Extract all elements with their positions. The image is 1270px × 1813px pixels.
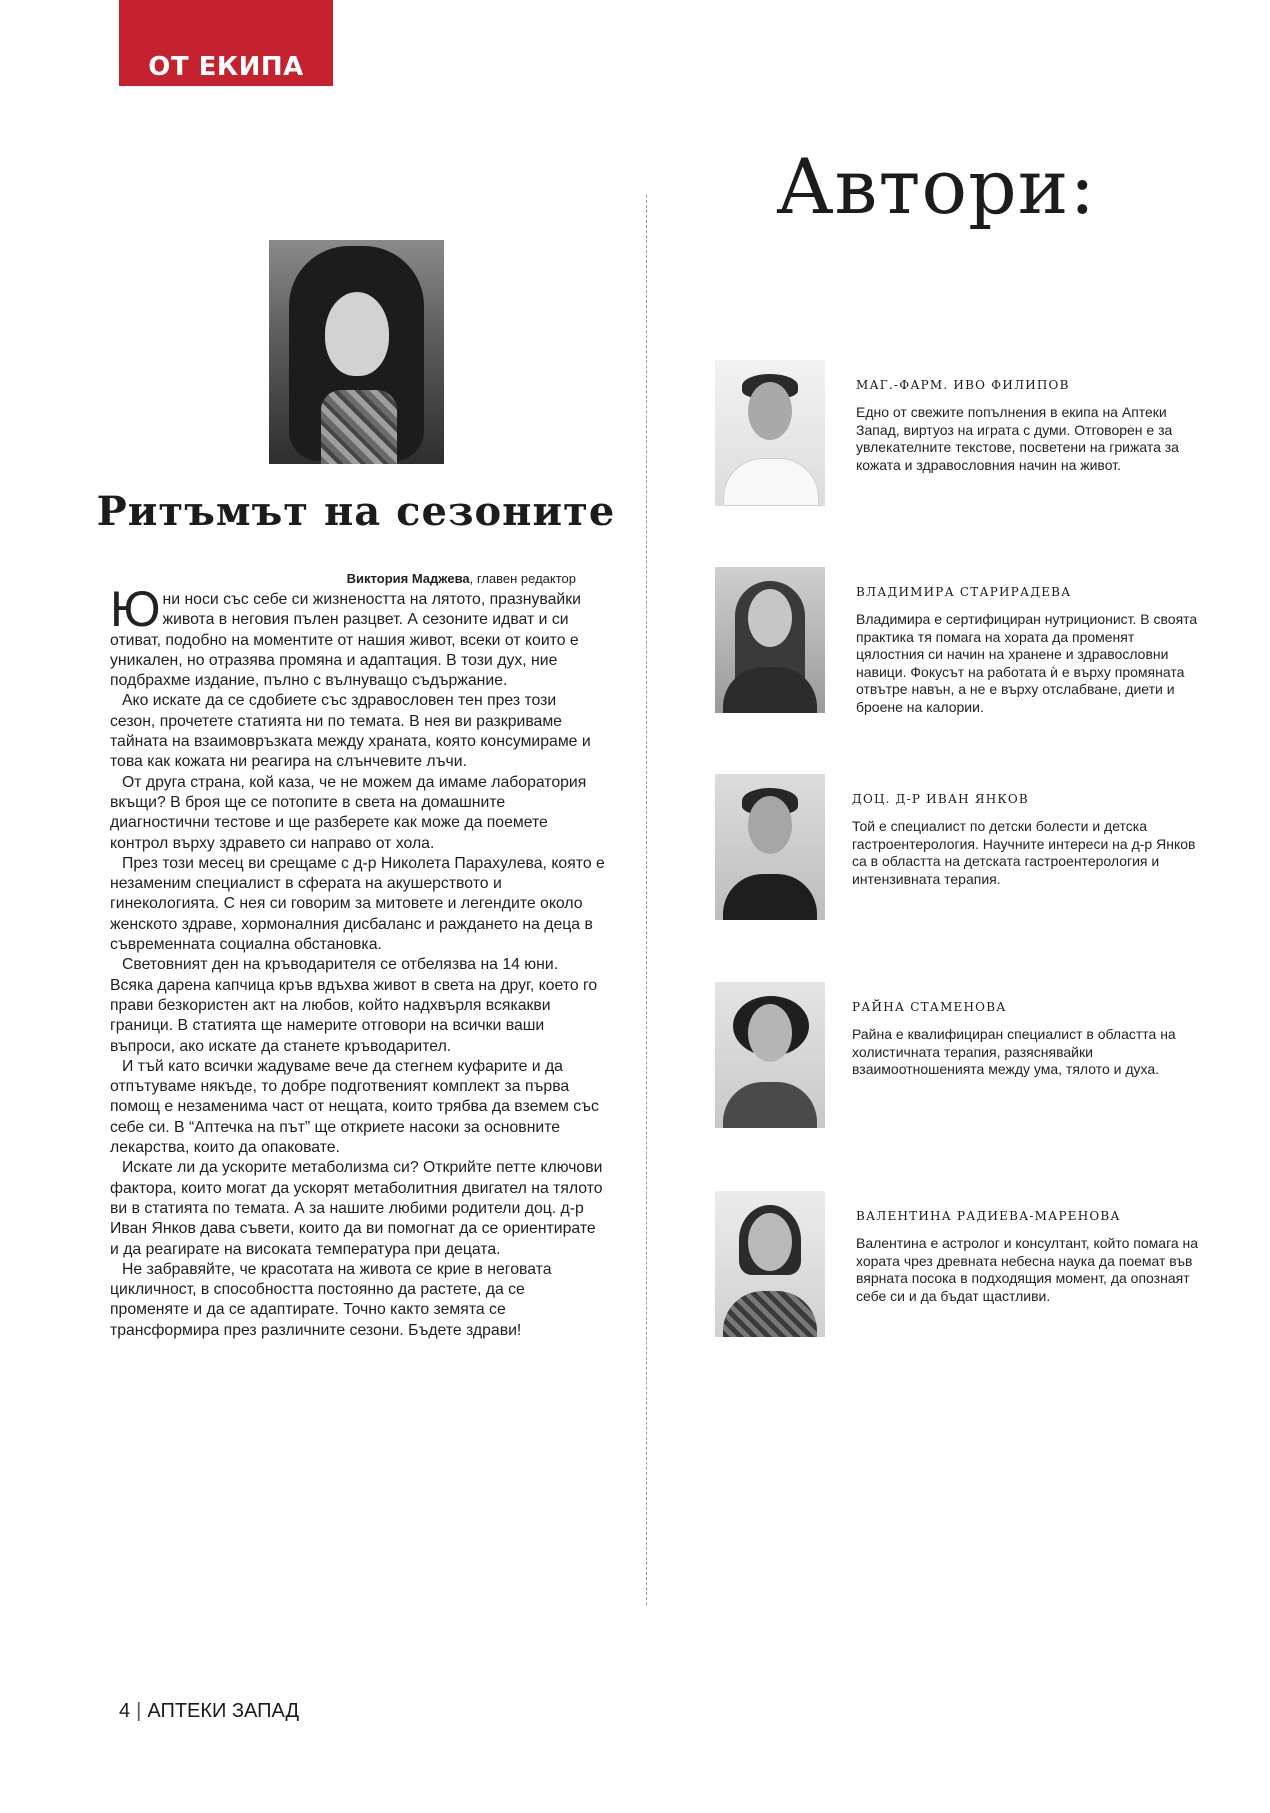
author-portrait	[715, 774, 825, 920]
author-portrait	[715, 1191, 825, 1337]
column-divider	[646, 195, 647, 1605]
author-name: РАЙНА СТАМЕНОВА	[852, 1000, 1007, 1014]
page-number: 4	[119, 1700, 131, 1722]
publication-name: АПТЕКИ ЗАПАД	[147, 1700, 300, 1722]
article-paragraph: Ако искате да се сдобиете със здравословен тен през този сезон, прочетете статията ни по темата. В нея ви разкриваме тайната на взаимовръзката между храната, която консумираме и това как кожата ни реагира на слънчевите лъчи.	[110, 692, 591, 771]
author-bio: Той е специалист по детски болести и детска гастроентерология. Научните интереси на д-р Янков са в областта на детската гастроентерология и интензивната терапия.	[852, 818, 1196, 887]
author-portrait	[715, 360, 825, 506]
article-title: Ритъмът на сезоните	[96, 488, 616, 535]
author-bio: Едно от свежите попълнения в екипа на Аптеки Запад, виртуоз на играта с думи. Отговорен е за увлекателните текстове, посветени на грижата за кожата и здравословния начин на живот.	[856, 404, 1179, 473]
author-bio: Валентина е астролог и консултант, който помага на хората чрез древната небесна наука да поемат във вярната посока в подходящия момент, да опознаят себе си и да бъдат щастливи.	[856, 1235, 1199, 1304]
author-name: ДОЦ. Д-Р ИВАН ЯНКОВ	[852, 792, 1029, 806]
article-paragraph: Световният ден на кръводарителя се отбелязва на 14 юни. Всяка дарена капчица кръв вдъхва живот в света на друг, което го прави безкористен акт на любов, който надхвърля всякакви граници. В статията ще намерите отговори на всички ваши въпроси, ако искате да станете кръводарител.	[110, 956, 598, 1055]
author-card	[715, 774, 1205, 922]
byline-role: , главен редактор	[469, 571, 576, 586]
authors-heading: Автори:	[776, 142, 1097, 231]
article-paragraph: Не забравяйте, че красотата на живота се крие в неговата цикличност, в способността постоянно да растете, да се променяте и да се адаптирате. Точно както земята се трансформира през различните сезони. Бъдете здрави!	[110, 1260, 552, 1339]
author-bio: Владимира е сертифициран нутриционист. В своята практика тя помага на хората да променят цялостния си начин на хранене и здравословни навици. Фокусът на работата ѝ е върху промяната отвътре навън, а не е върху отслабване, диети и броене на калории.	[856, 611, 1198, 715]
author-portrait	[715, 567, 825, 713]
article-paragraph: От друга страна, кой каза, че не можем да имаме лаборатория вкъщи? В броя ще се потопите в света на домашните диагностични тестове и ще разберете как може да поемете контрол върху здравето си направо от хола.	[110, 773, 587, 852]
section-tab-label: ОТ ЕКИПА	[148, 52, 304, 82]
article-body	[110, 581, 605, 1341]
author-name: МАГ.-ФАРМ. ИВО ФИЛИПОВ	[856, 378, 1070, 392]
dropcap: Ю	[110, 581, 161, 637]
page-footer: 4 | АПТЕКИ ЗАПАД	[119, 1700, 300, 1722]
author-card	[715, 567, 1205, 715]
editor-photo	[269, 240, 444, 464]
byline	[96, 571, 576, 586]
author-card	[715, 1191, 1205, 1339]
author-name: ВЛАДИМИРА СТАРИРАДЕВА	[856, 585, 1072, 599]
author-card	[715, 982, 1205, 1130]
author-name: ВАЛЕНТИНА РАДИЕВА-МАРЕНОВА	[856, 1209, 1121, 1223]
author-card	[715, 360, 1205, 508]
article-paragraph: Юни носи със себе си жизнеността на лятото, празнувайки живота в неговия пълен разцвет. А сезоните идват и си отиват, подобно на моментите от нашия живот, всеки от които е уникален, но отразява промяна и адаптация. В този дух, ние подбрахме издание, пълно с вълнуващо съдържание.	[110, 581, 581, 690]
section-tab	[119, 0, 333, 86]
byline-author: Виктория Маджева	[346, 571, 470, 586]
author-bio: Райна е квалифициран специалист в областта на холистичната терапия, разяснявайки взаимоотношенията между ума, тялото и духа.	[852, 1026, 1176, 1077]
article-paragraph: Искате ли да ускорите метаболизма си? Открийте петте ключови фактора, които могат да ускорят метаболитния двигател на тялото ви в статията по темата. А за нашите любими родители доц. д-р Иван Янков дава съвети, които да ви помогнат да се ориентирате и да реагирате на високата температура при децата.	[110, 1159, 603, 1258]
author-portrait	[715, 982, 825, 1128]
article-paragraph: През този месец ви срещаме с д-р Николета Парахулева, която е незаменим специалист в сферата на акушерството и гинекологията. С нея си говорим за митовете и легендите около женското здраве, хормоналния дисбаланс и раждането на деца в съвременната социална обстановка.	[110, 854, 605, 954]
article-paragraph: И тъй като всички жадуваме вече да стегнем куфарите и да отпътуваме някъде, то добре подготвеният комплект за първа помощ е незаменима част от нещата, които трябва да вземем със себе си. В “Аптечка на път” ще откриете насоки за основните лекарства, които да опаковате.	[110, 1057, 599, 1157]
